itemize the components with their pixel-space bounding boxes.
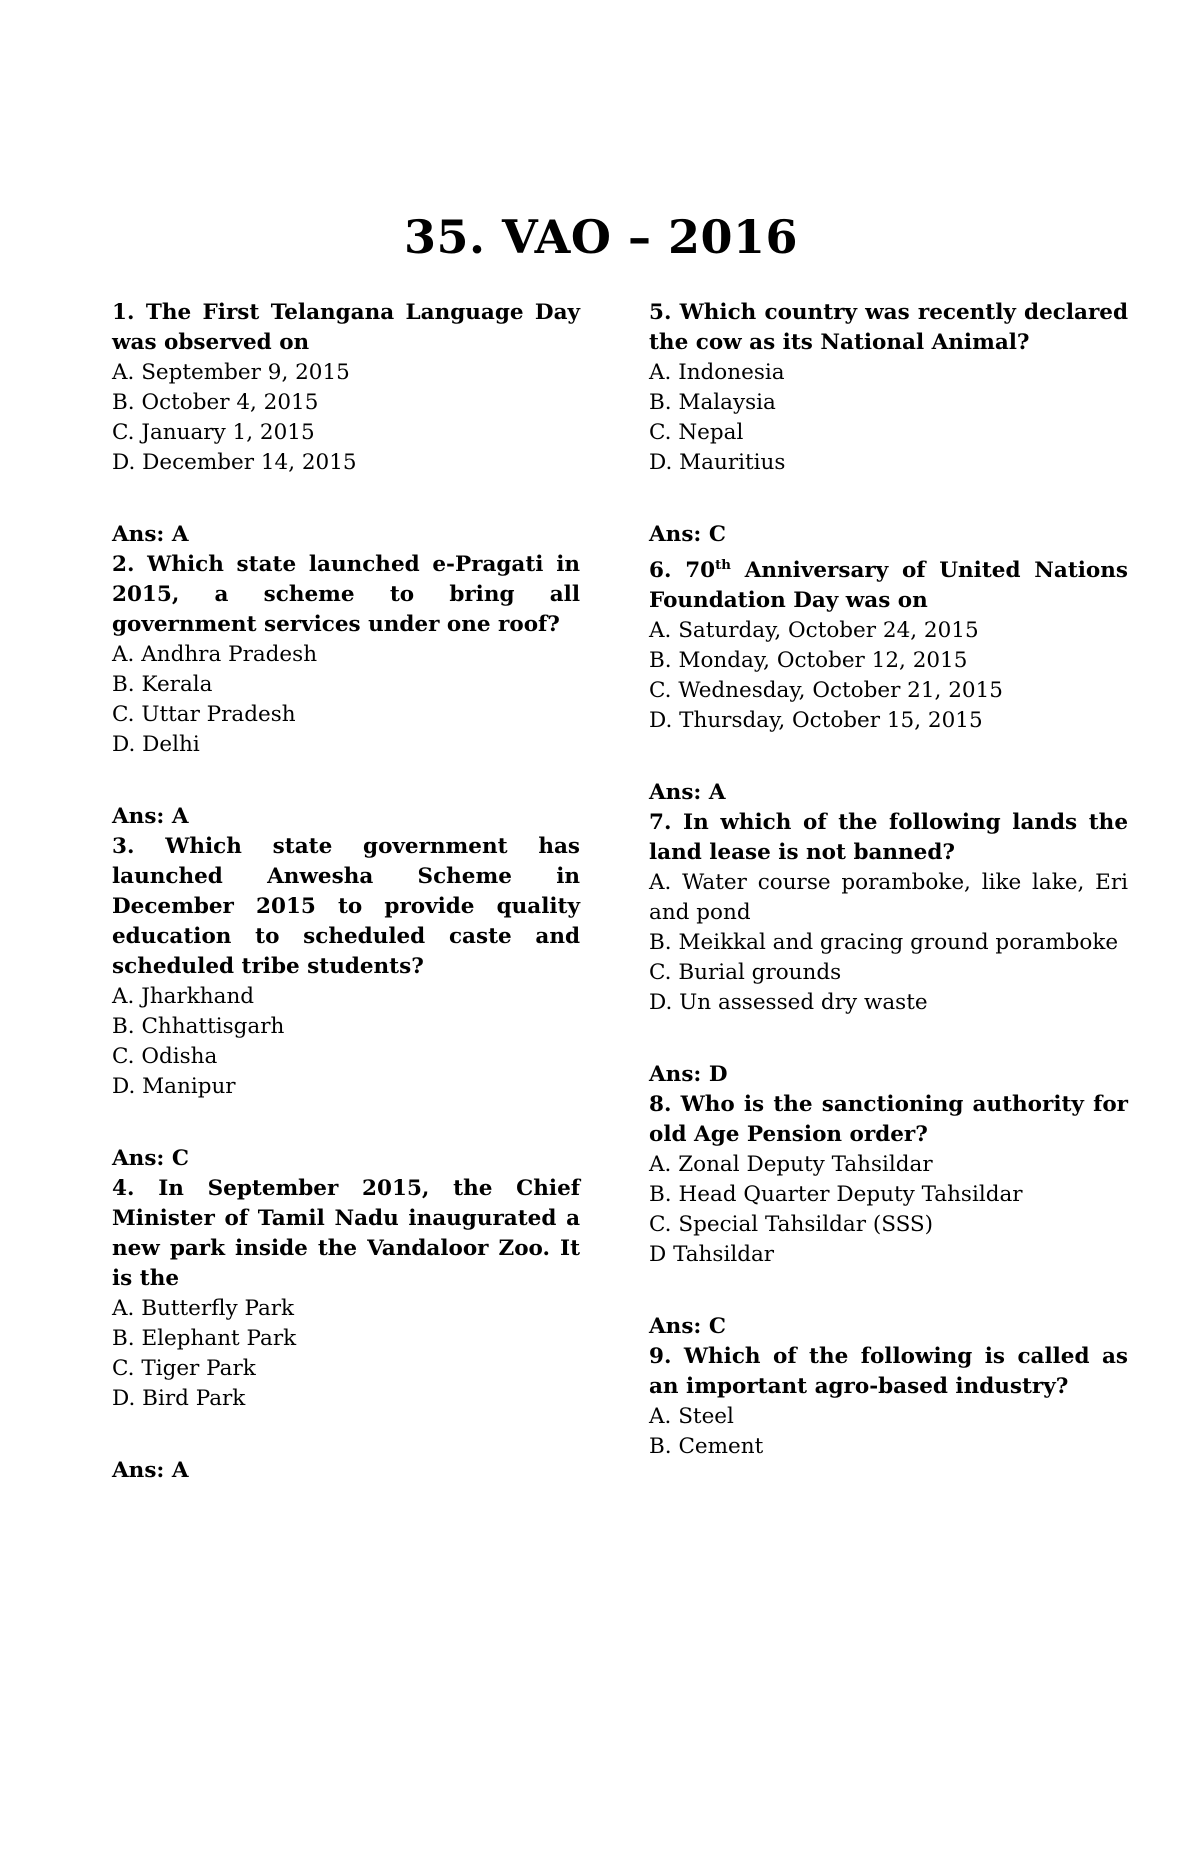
option: A. Andhra Pradesh [112,642,318,667]
question-columns [112,298,1128,1486]
answer-text: Ans: A [112,522,189,547]
right-column [649,298,1128,1486]
option: C. January 1, 2015 [112,420,315,445]
question-block-5 [649,298,1128,550]
ordinal-suffix: th [715,557,731,573]
answer-text: Ans: C [649,522,726,547]
answer-text: Ans: C [649,1314,726,1340]
question-block-6 [649,550,1128,808]
question-block-4 [112,1174,580,1486]
question-text: 8. Who is the sanctioning authority for old Age Pension order? [649,1092,1128,1148]
option: C. Special Tahsildar (SSS) [649,1212,934,1238]
option: C. Wednesday, October 21, 2015 [649,678,1003,704]
option: C. Nepal [649,420,744,445]
question-text: 1. The First Telangana Language Day was observed on [112,300,580,355]
question-text: 7. In which of the following lands the land lease is not banned? [649,810,1128,866]
option: D. Manipur [112,1074,236,1099]
option: A. Butterfly Park [112,1296,295,1321]
option: B. Head Quarter Deputy Tahsildar [649,1182,1023,1208]
option: A. Saturday, October 24, 2015 [649,618,979,644]
answer-text: Ans: A [112,804,189,829]
option: B. Chhattisgarh [112,1014,285,1039]
option: B. Elephant Park [112,1326,297,1351]
option: A. Water course poramboke, like lake, Eri and pond [649,870,1128,926]
question-block-8 [649,1090,1128,1342]
option: B. Malaysia [649,390,776,415]
option: D. Un assessed dry waste [649,990,928,1016]
question-text: 3. Which state government has launched Anwesha Scheme in December 2015 to provide quality education to scheduled caste and scheduled tribe students? [112,834,580,979]
option: D Tahsildar [649,1242,775,1268]
option: C. Odisha [112,1044,218,1069]
question-text: 4. In September 2015, the Chief Minister of Tamil Nadu inaugurated a new park inside the Vandaloor Zoo. It is the [112,1176,580,1291]
question-text-part: Anniversary of United Nations Foundation Day was on [649,558,1128,614]
question-text-part: 6. 70 [649,558,716,584]
question-block-7 [649,808,1128,1090]
question-text [649,550,1128,616]
option: B. Meikkal and gracing ground poramboke [649,930,1119,956]
page-title: 35. VAO – 2016 [404,210,798,264]
option: C. Uttar Pradesh [112,702,296,727]
option: D. Thursday, October 15, 2015 [649,708,983,734]
question-block-9 [649,1342,1128,1462]
option: D. Delhi [112,732,200,757]
answer-text: Ans: C [112,1146,189,1171]
option: A. September 9, 2015 [112,360,350,385]
question-text: 9. Which of the following is called as an important agro-based industry? [649,1344,1128,1400]
option: B. Cement [649,1434,764,1460]
question-block-2 [112,550,580,832]
left-column [112,298,580,1486]
option: C. Burial grounds [649,960,842,986]
option: A. Zonal Deputy Tahsildar [649,1152,933,1178]
answer-text: Ans: A [649,780,726,806]
question-block-1 [112,298,580,550]
answer-text: Ans: D [649,1062,728,1088]
question-text: 5. Which country was recently declared the cow as its National Animal? [649,300,1128,355]
option: B. Kerala [112,672,213,697]
answer-text: Ans: A [112,1458,189,1483]
option: D. December 14, 2015 [112,450,357,475]
option: A. Steel [649,1404,734,1430]
question-block-3 [112,832,580,1174]
option: B. Monday, October 12, 2015 [649,648,968,674]
option: A. Jharkhand [112,984,255,1009]
option: A. Indonesia [649,360,785,385]
option: D. Mauritius [649,450,786,475]
option: C. Tiger Park [112,1356,256,1381]
question-text: 2. Which state launched e-Pragati in 2015, a scheme to bring all government services under one roof? [112,552,580,637]
option: D. Bird Park [112,1386,246,1411]
option: B. October 4, 2015 [112,390,319,415]
